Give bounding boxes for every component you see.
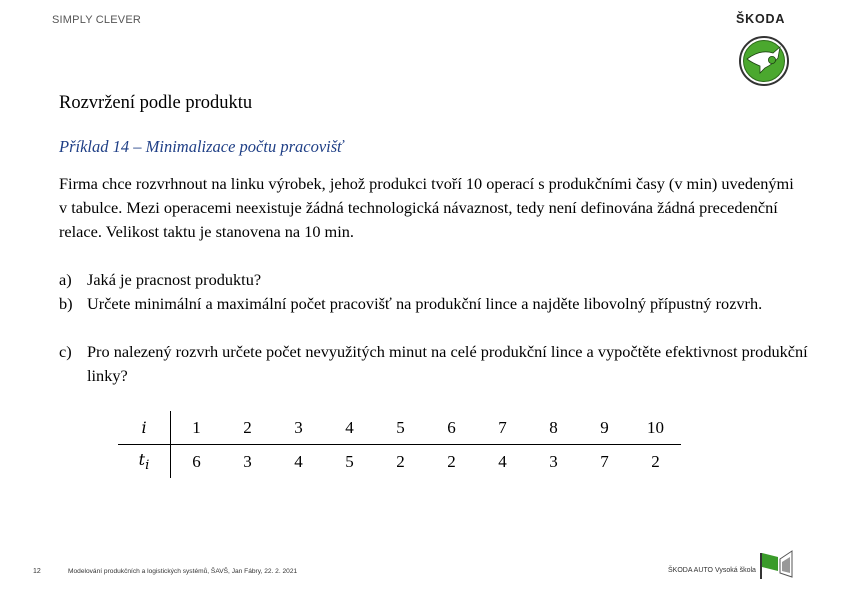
operation-cell: 1	[171, 411, 223, 445]
skoda-logo-icon	[738, 35, 790, 87]
slogan: SIMPLY CLEVER	[52, 14, 142, 26]
brand-wordmark: ŠKODA	[736, 12, 786, 26]
footer-school: ŠKODA AUTO Vysoká škola	[668, 567, 756, 574]
time-cell: 2	[651, 451, 660, 471]
operation-cell: 5	[375, 411, 426, 445]
operation-header: i	[118, 411, 171, 445]
operation-cell: 9	[579, 411, 630, 445]
question-label: b)	[59, 294, 73, 313]
operation-row	[118, 411, 681, 445]
time-cell: 2	[396, 451, 405, 471]
operation-cell: 6	[426, 411, 477, 445]
time-header-base: t	[138, 449, 146, 469]
intro-paragraph: Firma chce rozvrhnout na linku výrobek, jehož produkci tvoří 10 operací s produkčními časy (v min) uvedenými v tabulce. Mezi operacemi neexistuje žádná technologická návaznost, tedy není definována žádná precedenční relace. Velikost taktu je stanovena na 10 min.	[59, 174, 794, 241]
operation-cell: 2	[222, 411, 273, 445]
time-cell: 6	[192, 451, 201, 471]
operation-times-table	[118, 411, 681, 478]
question-a	[59, 268, 819, 292]
operation-cell: 10	[630, 411, 681, 445]
question-text: Pro nalezený rozvrh určete počet nevyužitých minut na celé produkční lince a vypočtěte efektivnost produkční linky?	[87, 342, 808, 385]
time-cell: 2	[447, 451, 456, 471]
operation-cell: 4	[324, 411, 375, 445]
time-cell: 3	[243, 451, 252, 471]
page-title: Rozvržení podle produktu	[59, 93, 253, 113]
time-cell: 5	[345, 451, 354, 471]
question-label: c)	[59, 342, 72, 361]
page-number: 12	[33, 568, 41, 575]
question-text: Určete minimální a maximální počet pracovišť na produkční lince a najděte libovolný přípustný rozvrh.	[87, 294, 763, 313]
question-b	[59, 292, 819, 316]
time-cell: 7	[600, 451, 609, 471]
question-text: Jaká je pracnost produktu?	[87, 270, 262, 289]
time-header	[118, 445, 171, 479]
footer-text: Modelování produkčních a logistických systémů, ŠAVŠ, Jan Fábry, 22. 2. 2021	[68, 568, 298, 575]
example-subtitle: Příklad 14 – Minimalizace počtu pracovišť	[59, 137, 344, 156]
time-header-sub: i	[145, 458, 150, 474]
operation-cell: 3	[273, 411, 324, 445]
time-cell: 4	[498, 451, 507, 471]
question-c	[59, 340, 819, 388]
school-flag-icon	[758, 549, 794, 581]
time-cell: 4	[294, 451, 303, 471]
operation-cell: 8	[528, 411, 579, 445]
operation-cell: 7	[477, 411, 528, 445]
time-row	[118, 445, 681, 479]
time-cell: 3	[549, 451, 558, 471]
question-label: a)	[59, 270, 72, 289]
